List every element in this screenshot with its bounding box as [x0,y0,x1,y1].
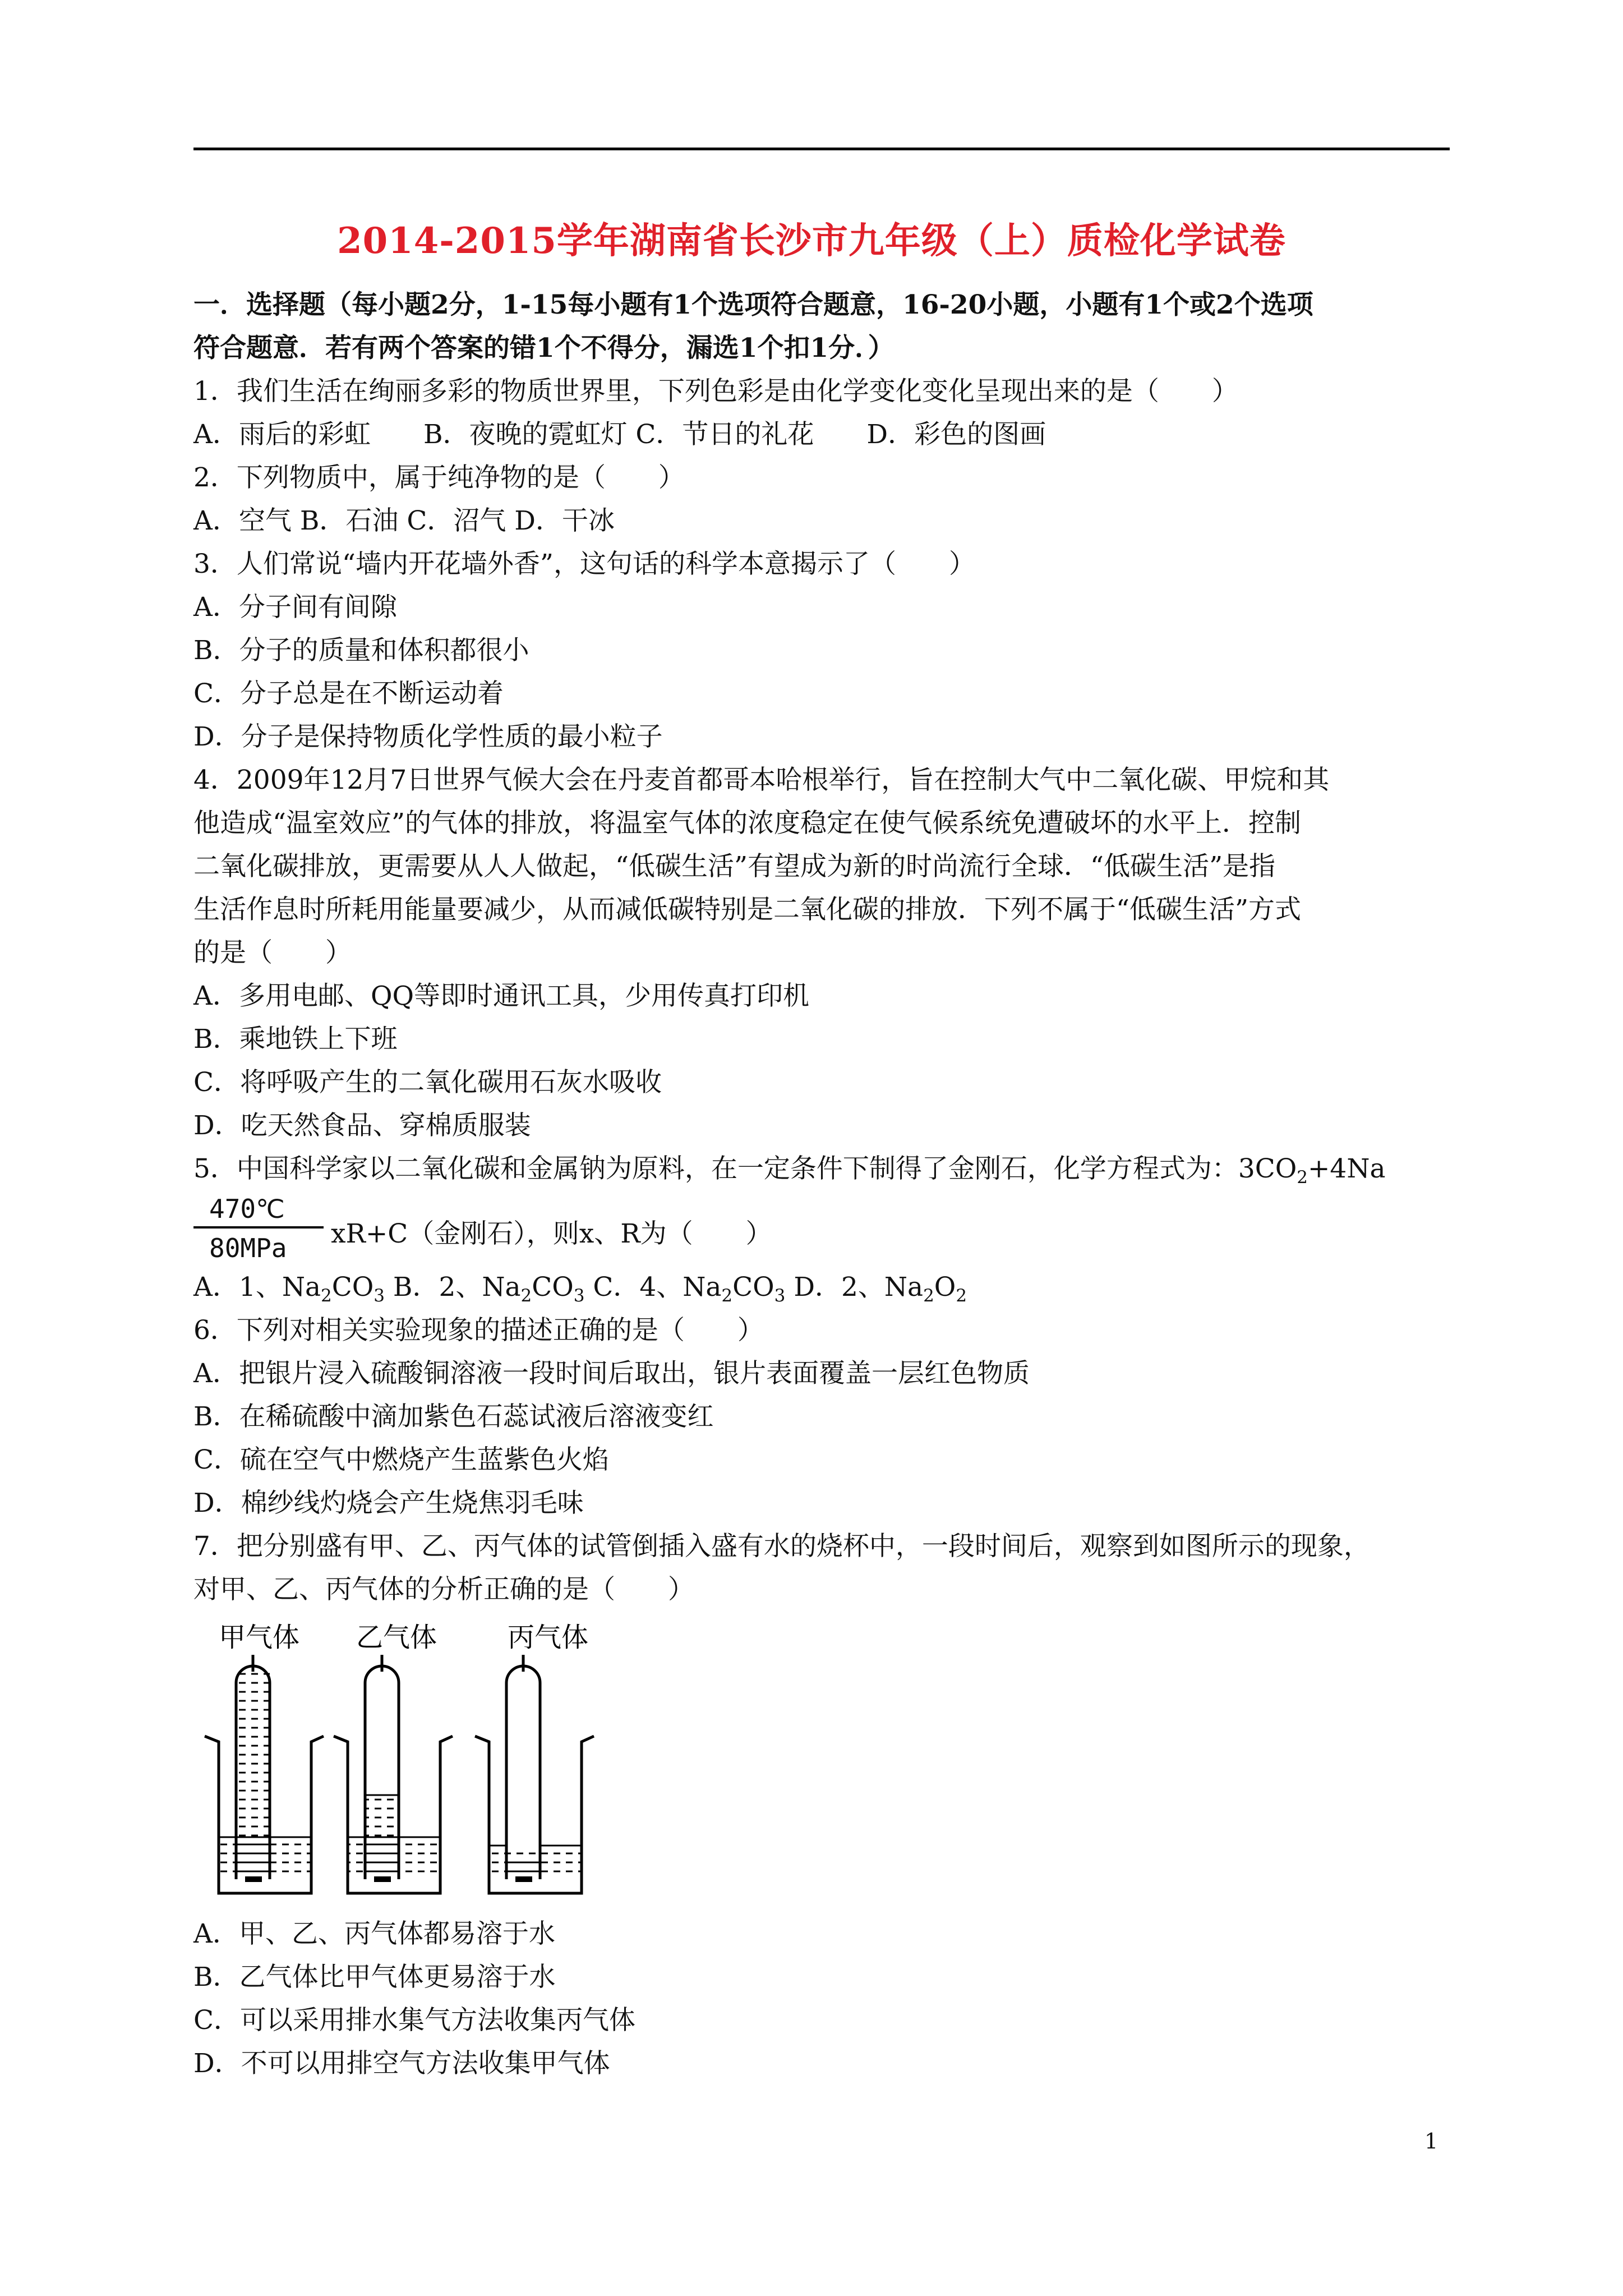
q6-option-b: B．在稀硫酸中滴加紫色石蕊试液后溶液变红 [193,1401,714,1432]
q5-option-c-sub1: 2 [721,1286,733,1306]
q5-options [193,1266,1450,1309]
q5-option-b: B．2、Na [384,1272,521,1303]
q6-option-a: A．把银片浸入硫酸铜溶液一段时间后取出，银片表面覆盖一层红色物质 [193,1358,1030,1389]
q7-stem-line1: 7．把分别盛有甲、乙、丙气体的试管倒插入盛有水的烧杯中，一段时间后，观察到如图所示的现象， [193,1531,1370,1562]
q5-option-d-sub1: 2 [923,1286,934,1306]
q4-option-a: A．多用电邮、QQ等即时通讯工具，少用传真打印机 [193,981,810,1011]
q5-option-b-mid: CO [532,1272,574,1303]
q5-equation [193,1193,1450,1266]
page-number: 1 [1424,2129,1438,2154]
q5-stem-text: 5．中国科学家以二氧化碳和金属钠为原料，在一定条件下制得了金刚石，化学方程式为：3CO [193,1153,1297,1184]
q5-option-b-sub2: 3 [573,1286,585,1306]
reaction-condition-temperature: 470℃ [209,1194,285,1224]
q5-option-c-sub2: 3 [774,1286,786,1306]
q1-stem: 1．我们生活在绚丽多彩的物质世界里，下列色彩是由化学变化变化呈现出来的是（ ） [193,376,1238,407]
beaker-jia [205,1655,324,1893]
q5-option-c-mid: CO [732,1272,774,1303]
exam-content [193,283,1450,2085]
q7-option-a: A．甲、乙、丙气体都易溶于水 [193,1918,555,1949]
q4-option-d: D．吃天然食品、穿棉质服装 [193,1110,531,1141]
gas-solubility-figure [193,1616,642,1910]
q4-option-b: B．乘地铁上下班 [193,1024,398,1055]
reaction-arrow [193,1193,331,1266]
q5-option-d-mid: O [934,1272,956,1303]
q5-option-c: C．4、Na [584,1272,722,1303]
q5-option-a-sub1: 2 [321,1286,332,1306]
q7-option-b: B．乙气体比甲气体更易溶于水 [193,1962,556,1993]
q2-options: A．空气 B．石油 C．沼气 D．干冰 [193,505,615,536]
q3-option-d: D．分子是保持物质化学性质的最小粒子 [193,721,663,752]
q6-stem: 6．下列对相关实验现象的描述正确的是（ ） [193,1315,764,1346]
q2-stem: 2．下列物质中，属于纯净物的是（ ） [193,462,685,493]
section-heading-line2: 符合题意．若有两个答案的错1个不得分，漏选1个扣1分．） [193,333,895,364]
q6-option-c: C．硫在空气中燃烧产生蓝紫色火焰 [193,1444,609,1475]
label-gas-yi: 乙气体 [356,1622,437,1653]
test-tube-diagram [193,1616,642,1910]
q5-option-b-sub1: 2 [520,1286,532,1306]
q4-stem-line2: 他造成“温室效应”的气体的排放，将温室气体的浓度稳定在使气候系统免遭破坏的水平上．控制 [193,808,1302,839]
q5-option-a: A．1、Na [193,1272,321,1303]
q5-equation-rest: xR+C（金刚石），则x、R为（ ） [331,1218,772,1249]
q1-options: A．雨后的彩虹 B．夜晚的霓虹灯 C．节日的礼花 D．彩色的图画 [193,419,1046,450]
reaction-condition-pressure: 80MPa [209,1233,287,1263]
q7-option-d: D．不可以用排空气方法收集甲气体 [193,2048,610,2079]
label-gas-bing: 丙气体 [508,1622,589,1653]
label-gas-jia: 甲气体 [219,1622,300,1653]
q5-stem [193,1147,1450,1190]
q6-option-d: D．棉纱线灼烧会产生烧焦羽毛味 [193,1488,584,1519]
page-title: 2014-2015学年湖南省长沙市九年级（上）质检化学试卷 [337,220,1286,262]
q7-option-c: C．可以采用排水集气方法收集丙气体 [193,2005,635,2036]
q3-option-b: B．分子的质量和体积都很小 [193,635,529,666]
q5-option-a-sub2: 3 [374,1286,385,1306]
beaker-yi [334,1655,453,1893]
q4-option-c: C．将呼吸产生的二氧化碳用石灰水吸收 [193,1067,662,1098]
q4-stem-line1: 4．2009年12月7日世界气候大会在丹麦首都哥本哈根举行，旨在控制大气中二氧化碳、甲烷和其 [193,765,1330,795]
q5-stem-post: +4Na [1308,1153,1386,1184]
q4-stem-line4: 生活作息时所耗用能量要减少，从而减低碳特别是二氧化碳的排放．下列不属于“低碳生活”方式 [193,894,1302,925]
reaction-line [193,1226,324,1228]
q5-option-d: D．2、Na [785,1272,924,1303]
q4-stem-line5: 的是（ ） [193,937,352,968]
q3-stem: 3．人们常说“墙内开花墙外香”，这句话的科学本意揭示了（ ） [193,549,975,579]
section-heading-line1: 一．选择题（每小题2分，1-15每小题有1个选项符合题意，16-20小题，小题有1个或2个选项 [193,289,1313,320]
beaker-bing [475,1655,594,1893]
q4-stem-line3: 二氧化碳排放，更需要从人人做起，“低碳生活”有望成为新的时尚流行全球．“低碳生活”是指 [193,851,1276,882]
header-rule [193,148,1450,150]
q5-stem-sub: 2 [1297,1167,1308,1188]
q7-stem-line2: 对甲、乙、丙气体的分析正确的是（ ） [193,1574,694,1605]
q5-option-a-mid: CO [331,1272,374,1303]
q5-option-d-sub2: 2 [956,1286,967,1306]
q3-option-c: C．分子总是在不断运动着 [193,678,504,709]
q3-option-a: A．分子间有间隙 [193,592,397,623]
